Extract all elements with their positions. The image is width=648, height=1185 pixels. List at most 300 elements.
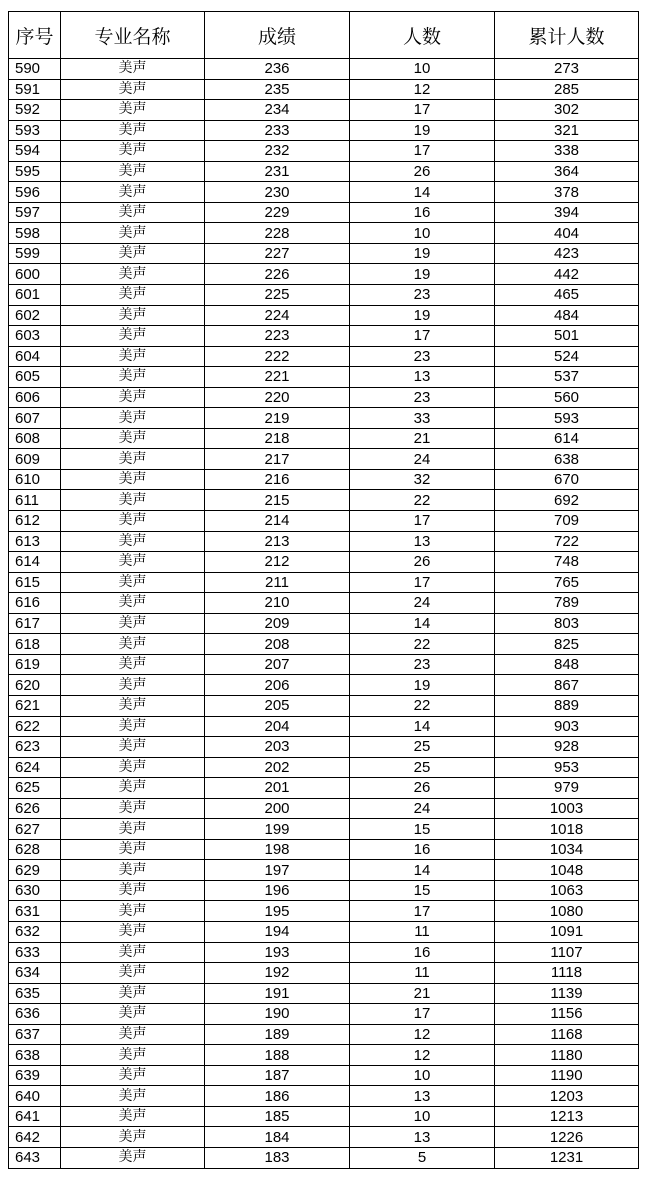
count-cell: 12: [350, 79, 495, 100]
table-row: [9, 593, 639, 614]
count-cell: 21: [350, 428, 495, 449]
id-cell: 632: [9, 921, 61, 942]
table-row: [9, 798, 639, 819]
major-cell: 美声: [61, 1024, 205, 1045]
table-row: [9, 141, 639, 162]
cumulative-cell: 1190: [495, 1065, 639, 1086]
cumulative-cell: 321: [495, 120, 639, 141]
count-cell: 17: [350, 1004, 495, 1025]
score-cell: 221: [205, 367, 350, 388]
table-row: [9, 305, 639, 326]
count-cell: 19: [350, 243, 495, 264]
major-cell: 美声: [61, 1004, 205, 1025]
count-cell: 22: [350, 634, 495, 655]
cumulative-cell: 953: [495, 757, 639, 778]
count-cell: 11: [350, 963, 495, 984]
major-cell: 美声: [61, 79, 205, 100]
count-cell: 12: [350, 1024, 495, 1045]
count-cell: 17: [350, 141, 495, 162]
score-cell: 223: [205, 326, 350, 347]
score-cell: 186: [205, 1086, 350, 1107]
major-cell: 美声: [61, 880, 205, 901]
table-row: [9, 1024, 639, 1045]
cumulative-cell: 501: [495, 326, 639, 347]
major-cell: 美声: [61, 613, 205, 634]
id-cell: 613: [9, 531, 61, 552]
major-cell: 美声: [61, 285, 205, 306]
major-cell: 美声: [61, 798, 205, 819]
header-row: [9, 12, 639, 59]
count-cell: 10: [350, 1065, 495, 1086]
header-score: 成绩: [205, 12, 350, 59]
id-cell: 590: [9, 59, 61, 80]
major-cell: 美声: [61, 860, 205, 881]
table-row: [9, 1106, 639, 1127]
count-cell: 14: [350, 716, 495, 737]
cumulative-cell: 364: [495, 161, 639, 182]
score-cell: 198: [205, 839, 350, 860]
table-row: [9, 778, 639, 799]
major-cell: 美声: [61, 839, 205, 860]
table-row: [9, 79, 639, 100]
cumulative-cell: 1018: [495, 819, 639, 840]
id-cell: 597: [9, 202, 61, 223]
count-cell: 17: [350, 326, 495, 347]
count-cell: 26: [350, 552, 495, 573]
id-cell: 610: [9, 469, 61, 490]
table-row: [9, 161, 639, 182]
table-row: [9, 757, 639, 778]
table-row: [9, 983, 639, 1004]
cumulative-cell: 748: [495, 552, 639, 573]
table-row: [9, 921, 639, 942]
id-cell: 598: [9, 223, 61, 244]
major-cell: 美声: [61, 305, 205, 326]
major-cell: 美声: [61, 654, 205, 675]
id-cell: 601: [9, 285, 61, 306]
count-cell: 15: [350, 819, 495, 840]
cumulative-cell: 867: [495, 675, 639, 696]
score-cell: 236: [205, 59, 350, 80]
id-cell: 603: [9, 326, 61, 347]
major-cell: 美声: [61, 531, 205, 552]
cumulative-cell: 825: [495, 634, 639, 655]
major-cell: 美声: [61, 1045, 205, 1066]
table-row: [9, 839, 639, 860]
id-cell: 642: [9, 1127, 61, 1148]
score-cell: 184: [205, 1127, 350, 1148]
major-cell: 美声: [61, 737, 205, 758]
major-cell: 美声: [61, 326, 205, 347]
cumulative-cell: 484: [495, 305, 639, 326]
major-cell: 美声: [61, 223, 205, 244]
id-cell: 629: [9, 860, 61, 881]
count-cell: 19: [350, 120, 495, 141]
id-cell: 640: [9, 1086, 61, 1107]
major-cell: 美声: [61, 346, 205, 367]
table-row: [9, 1004, 639, 1025]
cumulative-cell: 903: [495, 716, 639, 737]
id-cell: 639: [9, 1065, 61, 1086]
score-cell: 191: [205, 983, 350, 1004]
score-cell: 228: [205, 223, 350, 244]
id-cell: 622: [9, 716, 61, 737]
score-cell: 205: [205, 695, 350, 716]
major-cell: 美声: [61, 593, 205, 614]
id-cell: 607: [9, 408, 61, 429]
cumulative-cell: 1156: [495, 1004, 639, 1025]
score-cell: 210: [205, 593, 350, 614]
major-cell: 美声: [61, 490, 205, 511]
table-row: [9, 469, 639, 490]
cumulative-cell: 442: [495, 264, 639, 285]
major-cell: 美声: [61, 757, 205, 778]
score-cell: 201: [205, 778, 350, 799]
id-cell: 593: [9, 120, 61, 141]
cumulative-cell: 593: [495, 408, 639, 429]
table-body: [9, 59, 639, 1169]
cumulative-cell: 1003: [495, 798, 639, 819]
table-row: [9, 182, 639, 203]
major-cell: 美声: [61, 408, 205, 429]
major-cell: 美声: [61, 161, 205, 182]
id-cell: 638: [9, 1045, 61, 1066]
cumulative-cell: 537: [495, 367, 639, 388]
table-row: [9, 264, 639, 285]
table-row: [9, 428, 639, 449]
id-cell: 630: [9, 880, 61, 901]
id-cell: 591: [9, 79, 61, 100]
table-row: [9, 346, 639, 367]
table-row: [9, 942, 639, 963]
id-cell: 606: [9, 387, 61, 408]
major-cell: 美声: [61, 819, 205, 840]
count-cell: 23: [350, 285, 495, 306]
id-cell: 594: [9, 141, 61, 162]
count-cell: 11: [350, 921, 495, 942]
major-cell: 美声: [61, 921, 205, 942]
id-cell: 608: [9, 428, 61, 449]
score-cell: 203: [205, 737, 350, 758]
score-cell: 199: [205, 819, 350, 840]
cumulative-cell: 1203: [495, 1086, 639, 1107]
cumulative-cell: 614: [495, 428, 639, 449]
id-cell: 596: [9, 182, 61, 203]
id-cell: 616: [9, 593, 61, 614]
score-cell: 197: [205, 860, 350, 881]
table-row: [9, 367, 639, 388]
score-cell: 202: [205, 757, 350, 778]
id-cell: 614: [9, 552, 61, 573]
table-row: [9, 100, 639, 121]
count-cell: 14: [350, 182, 495, 203]
score-cell: 226: [205, 264, 350, 285]
id-cell: 623: [9, 737, 61, 758]
table-row: [9, 1045, 639, 1066]
id-cell: 595: [9, 161, 61, 182]
count-cell: 25: [350, 737, 495, 758]
score-cell: 232: [205, 141, 350, 162]
id-cell: 637: [9, 1024, 61, 1045]
score-cell: 216: [205, 469, 350, 490]
count-cell: 16: [350, 202, 495, 223]
id-cell: 633: [9, 942, 61, 963]
cumulative-cell: 302: [495, 100, 639, 121]
major-cell: 美声: [61, 449, 205, 470]
cumulative-cell: 1118: [495, 963, 639, 984]
count-cell: 23: [350, 346, 495, 367]
table-row: [9, 59, 639, 80]
cumulative-cell: 394: [495, 202, 639, 223]
cumulative-cell: 789: [495, 593, 639, 614]
major-cell: 美声: [61, 264, 205, 285]
id-cell: 627: [9, 819, 61, 840]
score-cell: 195: [205, 901, 350, 922]
table-row: [9, 654, 639, 675]
id-cell: 602: [9, 305, 61, 326]
id-cell: 621: [9, 695, 61, 716]
score-cell: 185: [205, 1106, 350, 1127]
cumulative-cell: 1107: [495, 942, 639, 963]
table-row: [9, 1127, 639, 1148]
major-cell: 美声: [61, 1065, 205, 1086]
table-row: [9, 531, 639, 552]
count-cell: 13: [350, 1086, 495, 1107]
score-cell: 217: [205, 449, 350, 470]
major-cell: 美声: [61, 428, 205, 449]
score-cell: 224: [205, 305, 350, 326]
cumulative-cell: 524: [495, 346, 639, 367]
table-row: [9, 963, 639, 984]
header-major: 专业名称: [61, 12, 205, 59]
id-cell: 643: [9, 1147, 61, 1168]
major-cell: 美声: [61, 243, 205, 264]
table-row: [9, 243, 639, 264]
cumulative-cell: 979: [495, 778, 639, 799]
score-cell: 225: [205, 285, 350, 306]
table-row: [9, 880, 639, 901]
cumulative-cell: 1048: [495, 860, 639, 881]
count-cell: 24: [350, 798, 495, 819]
id-cell: 625: [9, 778, 61, 799]
count-cell: 13: [350, 531, 495, 552]
count-cell: 17: [350, 901, 495, 922]
id-cell: 620: [9, 675, 61, 696]
score-cell: 200: [205, 798, 350, 819]
count-cell: 19: [350, 264, 495, 285]
score-table: [8, 11, 639, 1169]
table-row: [9, 860, 639, 881]
id-cell: 604: [9, 346, 61, 367]
score-cell: 218: [205, 428, 350, 449]
cumulative-cell: 928: [495, 737, 639, 758]
count-cell: 22: [350, 695, 495, 716]
count-cell: 24: [350, 593, 495, 614]
id-cell: 636: [9, 1004, 61, 1025]
id-cell: 626: [9, 798, 61, 819]
cumulative-cell: 1231: [495, 1147, 639, 1168]
major-cell: 美声: [61, 120, 205, 141]
table-row: [9, 326, 639, 347]
score-cell: 231: [205, 161, 350, 182]
score-cell: 208: [205, 634, 350, 655]
id-cell: 635: [9, 983, 61, 1004]
major-cell: 美声: [61, 100, 205, 121]
major-cell: 美声: [61, 942, 205, 963]
score-cell: 213: [205, 531, 350, 552]
score-cell: 212: [205, 552, 350, 573]
id-cell: 615: [9, 572, 61, 593]
table-row: [9, 449, 639, 470]
cumulative-cell: 638: [495, 449, 639, 470]
cumulative-cell: 1080: [495, 901, 639, 922]
cumulative-cell: 1180: [495, 1045, 639, 1066]
major-cell: 美声: [61, 778, 205, 799]
major-cell: 美声: [61, 552, 205, 573]
count-cell: 26: [350, 778, 495, 799]
major-cell: 美声: [61, 141, 205, 162]
id-cell: 618: [9, 634, 61, 655]
major-cell: 美声: [61, 387, 205, 408]
count-cell: 10: [350, 1106, 495, 1127]
count-cell: 14: [350, 860, 495, 881]
major-cell: 美声: [61, 716, 205, 737]
major-cell: 美声: [61, 469, 205, 490]
count-cell: 17: [350, 572, 495, 593]
cumulative-cell: 285: [495, 79, 639, 100]
score-cell: 229: [205, 202, 350, 223]
id-cell: 611: [9, 490, 61, 511]
header-count: 人数: [350, 12, 495, 59]
cumulative-cell: 1063: [495, 880, 639, 901]
table-row: [9, 901, 639, 922]
id-cell: 612: [9, 511, 61, 532]
score-cell: 196: [205, 880, 350, 901]
id-cell: 624: [9, 757, 61, 778]
major-cell: 美声: [61, 983, 205, 1004]
cumulative-cell: 1139: [495, 983, 639, 1004]
major-cell: 美声: [61, 963, 205, 984]
table-row: [9, 490, 639, 511]
cumulative-cell: 722: [495, 531, 639, 552]
major-cell: 美声: [61, 182, 205, 203]
id-cell: 599: [9, 243, 61, 264]
major-cell: 美声: [61, 1106, 205, 1127]
id-cell: 619: [9, 654, 61, 675]
major-cell: 美声: [61, 59, 205, 80]
table-row: [9, 675, 639, 696]
count-cell: 16: [350, 839, 495, 860]
score-cell: 183: [205, 1147, 350, 1168]
major-cell: 美声: [61, 901, 205, 922]
id-cell: 628: [9, 839, 61, 860]
table-row: [9, 285, 639, 306]
major-cell: 美声: [61, 675, 205, 696]
count-cell: 5: [350, 1147, 495, 1168]
cumulative-cell: 692: [495, 490, 639, 511]
major-cell: 美声: [61, 1127, 205, 1148]
score-cell: 227: [205, 243, 350, 264]
cumulative-cell: 765: [495, 572, 639, 593]
id-cell: 600: [9, 264, 61, 285]
major-cell: 美声: [61, 202, 205, 223]
score-cell: 187: [205, 1065, 350, 1086]
count-cell: 22: [350, 490, 495, 511]
score-cell: 211: [205, 572, 350, 593]
count-cell: 25: [350, 757, 495, 778]
count-cell: 33: [350, 408, 495, 429]
table-row: [9, 634, 639, 655]
count-cell: 13: [350, 1127, 495, 1148]
score-cell: 220: [205, 387, 350, 408]
cumulative-cell: 709: [495, 511, 639, 532]
count-cell: 16: [350, 942, 495, 963]
count-cell: 23: [350, 387, 495, 408]
score-cell: 189: [205, 1024, 350, 1045]
id-cell: 631: [9, 901, 61, 922]
score-cell: 204: [205, 716, 350, 737]
cumulative-cell: 423: [495, 243, 639, 264]
score-cell: 193: [205, 942, 350, 963]
score-cell: 215: [205, 490, 350, 511]
id-cell: 605: [9, 367, 61, 388]
major-cell: 美声: [61, 572, 205, 593]
score-cell: 194: [205, 921, 350, 942]
score-cell: 192: [205, 963, 350, 984]
table-row: [9, 1147, 639, 1168]
cumulative-cell: 803: [495, 613, 639, 634]
count-cell: 32: [350, 469, 495, 490]
table-row: [9, 1086, 639, 1107]
count-cell: 19: [350, 675, 495, 696]
score-cell: 235: [205, 79, 350, 100]
count-cell: 23: [350, 654, 495, 675]
table-row: [9, 408, 639, 429]
cumulative-cell: 889: [495, 695, 639, 716]
score-cell: 206: [205, 675, 350, 696]
count-cell: 24: [350, 449, 495, 470]
table-row: [9, 716, 639, 737]
id-cell: 592: [9, 100, 61, 121]
cumulative-cell: 670: [495, 469, 639, 490]
score-cell: 219: [205, 408, 350, 429]
score-cell: 190: [205, 1004, 350, 1025]
table-row: [9, 387, 639, 408]
score-cell: 233: [205, 120, 350, 141]
cumulative-cell: 1168: [495, 1024, 639, 1045]
score-cell: 214: [205, 511, 350, 532]
header-id: 序号: [9, 12, 61, 59]
table-row: [9, 613, 639, 634]
score-cell: 209: [205, 613, 350, 634]
cumulative-cell: 848: [495, 654, 639, 675]
score-cell: 234: [205, 100, 350, 121]
cumulative-cell: 273: [495, 59, 639, 80]
id-cell: 634: [9, 963, 61, 984]
count-cell: 13: [350, 367, 495, 388]
cumulative-cell: 338: [495, 141, 639, 162]
count-cell: 21: [350, 983, 495, 1004]
major-cell: 美声: [61, 367, 205, 388]
score-cell: 188: [205, 1045, 350, 1066]
major-cell: 美声: [61, 1147, 205, 1168]
major-cell: 美声: [61, 634, 205, 655]
table-row: [9, 120, 639, 141]
major-cell: 美声: [61, 511, 205, 532]
table-row: [9, 223, 639, 244]
table-row: [9, 552, 639, 573]
table-row: [9, 202, 639, 223]
